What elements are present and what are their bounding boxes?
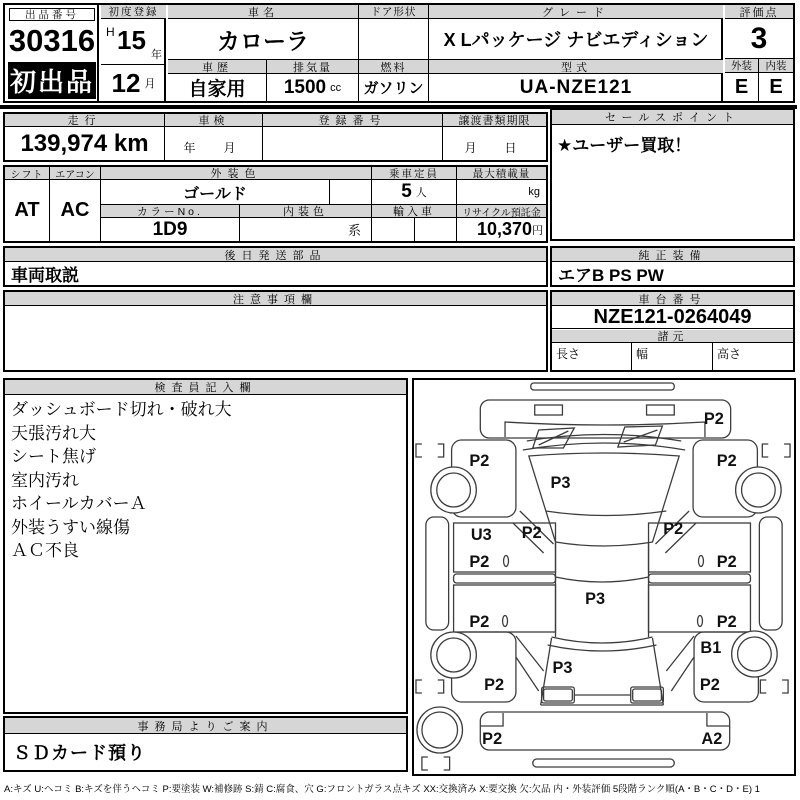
bracket-bottom-left <box>422 757 450 770</box>
displacement-unit: cc <box>330 81 342 94</box>
score-value: 3 <box>725 19 793 59</box>
later-parts-value: 車両取説 <box>11 266 79 285</box>
capacity-unit: 人 <box>415 187 427 199</box>
damage-label-rear-bumper-right: A2 <box>701 729 723 749</box>
import-cell-1 <box>372 218 415 241</box>
damage-code-legend: A:キズ U:ヘコミ B:キズを伴うヘコミ P:要塗装 W:補修跡 S:錆 C:腐食、穴 G:フロントガラス点キズ XX:交換済み X:要交換 欠:欠品 内・外装評価 5段階ランク順(A・B・C・D・E) 1 <box>4 784 760 795</box>
inspector-label: 検査員記入欄 <box>5 380 406 395</box>
front-bumper-lip <box>531 383 674 390</box>
inspector-note: ホイールカバーＡ <box>11 494 147 513</box>
length-cell <box>552 343 632 370</box>
first-registration-month: 12 <box>111 67 141 98</box>
c-pillar-right <box>666 636 694 691</box>
recycle-deposit-cell <box>457 218 546 241</box>
exterior-grade-label: 外装 <box>725 59 759 73</box>
capacity-value: 5 <box>401 181 412 202</box>
later-parts-box <box>3 246 548 287</box>
door-gap-left <box>454 574 556 583</box>
aircon-label: エアコン <box>50 167 101 180</box>
caution-box <box>3 290 548 372</box>
year-suffix: 年 <box>151 49 162 61</box>
bracket-mid-left <box>416 680 444 693</box>
rocker-left <box>426 517 449 630</box>
bracket-top-left <box>416 444 444 457</box>
bracket-mid-right <box>760 680 788 693</box>
first-registration-column <box>101 5 166 101</box>
first-registration-label: 初度登録 <box>101 5 166 19</box>
displacement-value-cell <box>267 74 359 101</box>
color-number-label: カラーNo. <box>101 205 240 218</box>
inspection-label: 車検 <box>165 114 263 127</box>
specs-label: 諸元 <box>552 330 793 343</box>
name-grade-grid <box>168 5 723 101</box>
license-right-inner <box>633 689 662 701</box>
rear-bumper-notches <box>480 713 729 726</box>
model-code-value: UA-NZE121 <box>519 76 633 98</box>
inspector-box <box>3 378 408 714</box>
car-name-label: 車名 <box>168 5 359 19</box>
model-code-label: 型式 <box>429 60 723 74</box>
damage-labels <box>469 410 736 748</box>
wiper-right-blade <box>624 430 658 442</box>
door-shape-label: ドア形状 <box>359 5 429 19</box>
aircon-value: AC <box>50 180 101 241</box>
sales-point-label: セールスポイント <box>552 110 793 125</box>
equipment-value: エアB PS PW <box>558 266 664 285</box>
damage-label-rear-fender-right-p2: P2 <box>699 675 720 695</box>
bumper-detail-right <box>647 405 675 415</box>
damage-label-roof: P3 <box>585 589 606 609</box>
office-box <box>3 716 408 772</box>
damage-label-front-door-left-2: P2 <box>469 552 490 572</box>
exterior-color-label: 外装色 <box>101 167 372 180</box>
rear-window-arc-2 <box>548 645 657 651</box>
windshield-top-arc <box>556 577 649 582</box>
door-handle <box>503 616 508 627</box>
damage-label-front-fender-right: P2 <box>716 451 737 471</box>
front-wheel-left-inner <box>437 473 471 507</box>
capacity-cell <box>372 180 457 205</box>
windshield-lower-arc <box>523 443 685 450</box>
first-registration-year-cell <box>101 19 166 65</box>
grade-label: グレード <box>429 5 723 19</box>
car-damage-diagram <box>414 380 794 774</box>
spec-table <box>3 165 548 243</box>
displacement-label: 排気量 <box>267 60 359 74</box>
damage-label-rear-door-right: P2 <box>716 612 737 632</box>
recycle-deposit-label: リサイクル預託金 <box>457 205 546 218</box>
length-label: 長さ <box>556 347 581 361</box>
first-exhibit-badge: 初出品 <box>8 62 96 99</box>
door-handle <box>699 556 704 567</box>
shift-value: AT <box>5 180 50 241</box>
color-number-value: 1D9 <box>101 218 240 241</box>
rear-window-arc-1 <box>552 637 653 643</box>
month-suffix: 月 <box>144 78 156 90</box>
header-table <box>3 3 795 103</box>
damage-label-hood: P3 <box>550 473 571 493</box>
rear-bumper-lip <box>533 759 675 767</box>
office-label: 事務局よりご案内 <box>5 718 406 734</box>
mileage-value: 139,974 km <box>5 127 165 160</box>
damage-label-cowl-left: P2 <box>521 523 542 543</box>
transfer-deadline-value: 月 日 <box>464 141 525 155</box>
bracket-top-right <box>762 444 790 457</box>
import-cell-2 <box>415 218 457 241</box>
hood-shape <box>529 453 679 546</box>
sales-point-box <box>550 108 795 241</box>
damage-label-front-bumper: P2 <box>703 409 724 429</box>
door-handle <box>504 556 509 567</box>
inspector-note: ダッシュボード切れ・破れ大 <box>11 400 232 419</box>
inspector-note: ＡＣ不良 <box>11 541 79 560</box>
max-load-unit: kg <box>528 186 540 198</box>
door-shape-value <box>359 19 429 60</box>
recycle-deposit-unit: 円 <box>532 224 543 237</box>
interior-color-label: 内装色 <box>240 205 372 218</box>
equipment-box <box>550 246 795 287</box>
height-cell <box>713 343 793 370</box>
exterior-color-value: ゴールド <box>101 180 330 205</box>
chassis-box <box>550 290 795 372</box>
damage-label-front-door-left: U3 <box>470 525 492 545</box>
inspector-note: 室内汚れ <box>11 470 79 490</box>
first-registration-year: 15 <box>117 25 146 55</box>
inspector-note: 外装うすい線傷 <box>11 517 130 537</box>
damage-label-front-door-right: P2 <box>716 552 737 572</box>
max-load-label: 最大積載量 <box>457 167 546 180</box>
exterior-grade-value: E <box>725 73 759 101</box>
chassis-value: NZE121-0264049 <box>552 306 793 329</box>
inspector-note: シート焦げ <box>11 447 96 466</box>
fuel-label: 燃料 <box>359 60 429 74</box>
caution-value <box>5 306 546 370</box>
sales-point-value: ★ユーザー買取！ <box>557 136 692 155</box>
registration-number-value <box>263 127 443 160</box>
interior-grade-label: 内装 <box>759 59 793 73</box>
chassis-label: 車台番号 <box>552 292 793 306</box>
c-pillar-left <box>516 636 544 691</box>
damage-label-rear-fender-left: P2 <box>484 675 505 695</box>
history-label: 車歴 <box>168 60 267 74</box>
lot-number-label: 出品番号 <box>9 8 95 21</box>
front-wheel-right-inner <box>742 473 776 507</box>
damage-label-cowl-right: P2 <box>663 519 684 539</box>
equipment-label: 純正装備 <box>552 248 793 262</box>
interior-color-value: 系 <box>240 218 372 241</box>
import-label: 輸入車 <box>372 205 457 218</box>
era-letter: H <box>106 25 115 39</box>
car-name: カローラ <box>168 19 359 60</box>
license-left-inner <box>544 689 573 701</box>
height-label: 高さ <box>717 347 742 361</box>
max-load-cell <box>457 180 546 205</box>
recycle-deposit-value: 10,370 <box>476 219 532 239</box>
rear-wheel-left-inner <box>437 638 471 672</box>
inspector-note: 天張汚れ大 <box>11 423 96 443</box>
displacement-value: 1500 <box>283 76 327 98</box>
damage-diagram-box <box>412 378 796 776</box>
damage-label-rear-fender-right-b1: B1 <box>700 638 722 658</box>
damage-label-rear-bumper-left: P2 <box>482 729 503 749</box>
mileage-table <box>3 112 548 162</box>
damage-label-front-fender-left: P2 <box>469 451 490 471</box>
rocker-right <box>759 517 782 630</box>
rear-wheel-right-inner <box>738 637 772 671</box>
inspection-value: 年 月 <box>165 127 263 160</box>
door-gap-right <box>649 574 751 583</box>
capacity-label: 乗車定員 <box>372 167 457 180</box>
score-column <box>725 5 793 101</box>
inspector-notes <box>5 395 406 712</box>
front-bumper-shape <box>480 400 730 438</box>
wheels <box>417 467 781 753</box>
office-value: ＳＤカード預り <box>13 743 146 763</box>
fuel-value: ガソリン <box>359 74 429 101</box>
caution-label: 注意事項欄 <box>5 292 546 306</box>
width-cell <box>632 343 713 370</box>
first-registration-month-cell <box>101 65 166 101</box>
door-handle <box>698 616 703 627</box>
transfer-deadline-label: 譲渡書類期限 <box>443 114 546 127</box>
lot-column <box>5 5 99 101</box>
hood-crease <box>546 511 667 516</box>
history-value: 自家用 <box>168 74 267 101</box>
exterior-color-extra-cell <box>330 180 372 205</box>
bumper-detail-left <box>535 405 563 415</box>
grade-value: X Lパッケージ ナビエディション <box>429 19 723 60</box>
lot-number: 30316 <box>8 22 96 58</box>
car-outline <box>416 383 790 770</box>
registration-number-label: 登録番号 <box>263 114 443 127</box>
score-label: 評価点 <box>725 5 793 19</box>
mileage-label: 走行 <box>5 114 165 127</box>
width-label: 幅 <box>636 347 649 361</box>
shift-label: シフト <box>5 167 50 180</box>
damage-label-rear-gate: P3 <box>552 658 573 678</box>
interior-grade-value: E <box>769 75 783 98</box>
rear-bumper-shape <box>480 712 729 750</box>
later-parts-label: 後日発送部品 <box>5 248 546 262</box>
damage-label-rear-door-left: P2 <box>469 612 490 632</box>
spare-wheel-inner <box>422 712 458 748</box>
